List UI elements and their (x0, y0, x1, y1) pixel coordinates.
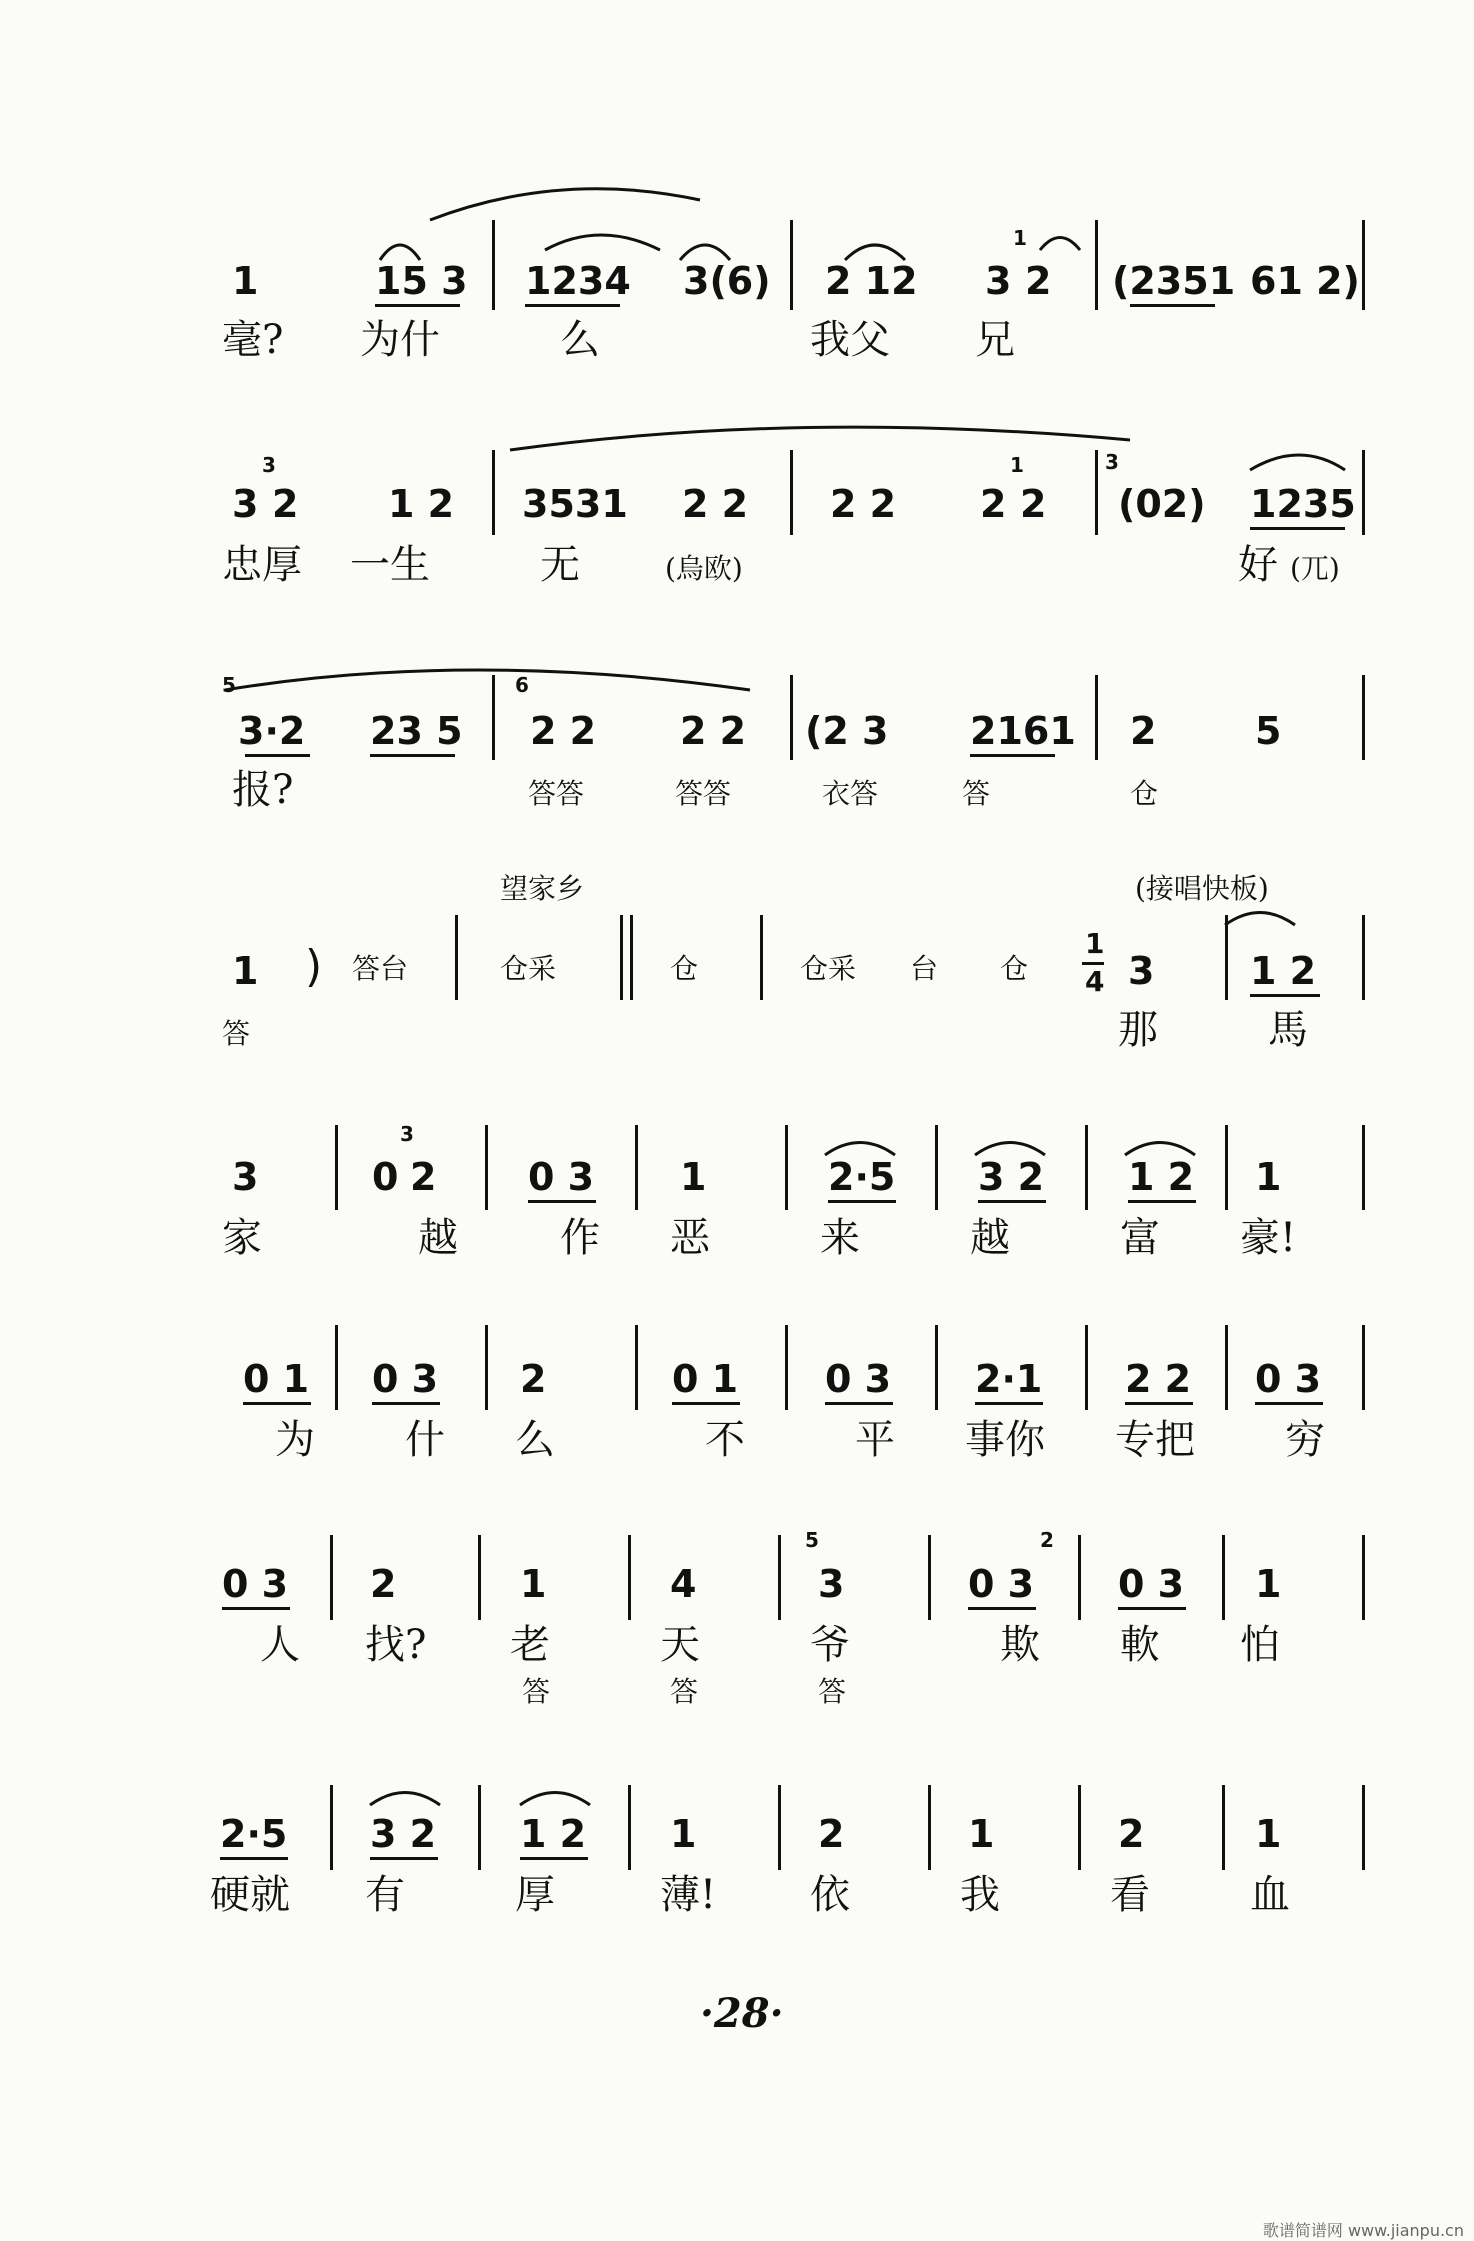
underline (220, 1857, 288, 1860)
note: 1 2 (388, 482, 455, 526)
barline (1095, 220, 1098, 310)
note: 0 1 (243, 1357, 310, 1401)
note-fermata: 1 (232, 949, 259, 993)
percussion: 仓 (670, 952, 699, 985)
barline (1095, 450, 1098, 535)
lyric: 看 (1110, 1872, 1150, 1918)
note: 2 (1118, 1812, 1145, 1856)
slur (430, 189, 700, 220)
underline (828, 1200, 896, 1203)
note: 3 (1128, 949, 1155, 993)
note: 2 2 (530, 709, 597, 753)
note: 1 (680, 1155, 707, 1199)
note: 0 (372, 1155, 399, 1199)
slur (510, 427, 1130, 450)
time-signature-top: 1 (1085, 927, 1105, 960)
paren-close: ) (305, 941, 323, 992)
slur (370, 1793, 440, 1806)
note: 1 (1255, 1155, 1282, 1199)
note: 3 2 (370, 1812, 437, 1856)
note: 1 (968, 1812, 995, 1856)
underline (1118, 1607, 1186, 1610)
slur (825, 1143, 895, 1156)
barline (778, 1535, 781, 1620)
underline (1250, 994, 1320, 997)
slur (545, 235, 660, 250)
lyric: 无 (540, 542, 580, 588)
note: 2 (1025, 259, 1052, 303)
underline (375, 304, 460, 307)
underline (222, 1607, 290, 1610)
note: 3·2 (238, 709, 306, 753)
underline (243, 1402, 311, 1405)
lyric: 血 (1250, 1872, 1290, 1918)
repeat-start (630, 915, 633, 1000)
barline (1362, 220, 1365, 310)
barline (928, 1535, 931, 1620)
note: 0 3 (968, 1562, 1035, 1606)
note: 3 (232, 482, 259, 526)
percussion: 仓 (1000, 952, 1029, 985)
underline (970, 754, 1055, 757)
note: 15 3 (375, 259, 468, 303)
lyric: 么 (560, 317, 600, 363)
note: 2 (272, 482, 299, 526)
lyric: 来 (820, 1215, 860, 1261)
time-signature-bottom: 4 (1085, 965, 1105, 998)
note: 3 (985, 259, 1012, 303)
lyric: 不 (705, 1417, 745, 1463)
barline (335, 1125, 338, 1210)
lyric: 爷 (810, 1622, 850, 1668)
note: 5 (1255, 709, 1282, 753)
grace-note: 3 (400, 1122, 414, 1146)
underline (978, 1200, 1046, 1203)
underline (525, 304, 620, 307)
note: 2 2 (830, 482, 897, 526)
lyric: 穷 (1285, 1417, 1325, 1463)
grace-note: 5 (222, 673, 236, 697)
lyric: 为 (275, 1417, 315, 1463)
slur (680, 245, 730, 260)
repeat-end (620, 915, 623, 1000)
lyric-percussion: 答 (962, 777, 991, 810)
barline (1225, 915, 1228, 1000)
note: (02) (1118, 482, 1206, 526)
lyric: 那 (1118, 1007, 1158, 1053)
lyric: 什 (405, 1417, 445, 1463)
lyric: 豪! (1240, 1215, 1297, 1261)
page-number: ·28· (700, 1990, 784, 2037)
section-label: (接唱快板) (1135, 872, 1269, 905)
barline (790, 450, 793, 535)
percussion: 台 (910, 952, 939, 985)
lyric: 兄 (975, 317, 1015, 363)
note: 1 (232, 259, 259, 303)
underline (370, 754, 455, 757)
note: 2·5 (828, 1155, 896, 1199)
lyric: 厚 (515, 1872, 555, 1918)
lyric-percussion: 答 (670, 1675, 699, 1708)
lyric: 找? (365, 1622, 427, 1668)
underline (1130, 304, 1215, 307)
note: 3531 (522, 482, 628, 526)
lyric: 毫? (222, 317, 284, 363)
barline (1362, 1125, 1365, 1210)
lyric-percussion: 衣答 (822, 777, 879, 810)
lyric-percussion: 答 (522, 1675, 551, 1708)
note: 2161 (970, 709, 1076, 753)
lyric: 有 (365, 1872, 405, 1918)
note: 3 (232, 1155, 259, 1199)
barline (492, 675, 495, 760)
note: 61 2) (1250, 259, 1360, 303)
note: 4 (670, 1562, 697, 1606)
barline (330, 1785, 333, 1870)
barline (1362, 450, 1365, 535)
lyric: 事你 (965, 1417, 1045, 1463)
percussion: 答台 (352, 952, 409, 985)
lyric: 怕 (1240, 1622, 1280, 1668)
barline (335, 1325, 338, 1410)
note: 2 2 (680, 709, 747, 753)
note: 1 2 (1128, 1155, 1195, 1199)
barline (635, 1125, 638, 1210)
underline (825, 1402, 893, 1405)
note: 2 (1020, 482, 1047, 526)
underline (975, 1402, 1043, 1405)
slur (1040, 238, 1080, 251)
note: 0 3 (372, 1357, 439, 1401)
repeat-end (760, 915, 763, 1000)
lyric-vocable: (兀) (1290, 552, 1340, 585)
note: 1 (1255, 1562, 1282, 1606)
barline (635, 1325, 638, 1410)
underline (372, 1402, 440, 1405)
note: 2 (980, 482, 1007, 526)
underline (520, 1857, 588, 1860)
barline (485, 1325, 488, 1410)
note: (2 3 (805, 709, 889, 753)
underline (1250, 527, 1345, 530)
underline (1255, 1402, 1323, 1405)
note: 2 (1130, 709, 1157, 753)
section-label: 望家乡 (500, 872, 585, 905)
percussion: 仓采 (800, 952, 857, 985)
underline (528, 1200, 596, 1203)
barline (778, 1785, 781, 1870)
lyric: 么 (515, 1417, 555, 1463)
barline (330, 1535, 333, 1620)
barline (785, 1325, 788, 1410)
slur (1125, 1143, 1195, 1156)
lyric: 平 (855, 1417, 895, 1463)
lyric: 恶 (670, 1215, 710, 1261)
barline (478, 1785, 481, 1870)
note: 3 (818, 1562, 845, 1606)
lyric-percussion: 答 (818, 1675, 847, 1708)
note: 1234 (525, 259, 631, 303)
barline (1225, 1125, 1228, 1210)
underline (968, 1607, 1036, 1610)
underline (1128, 1200, 1196, 1203)
note: 2 (520, 1357, 547, 1401)
lyric: 作 (560, 1215, 600, 1261)
barline (1362, 915, 1365, 1000)
note: 2 (370, 1562, 397, 1606)
lyric-percussion: 答答 (528, 777, 585, 810)
note: 1235 (1250, 482, 1356, 526)
barline (492, 450, 495, 535)
lyric-percussion: 答 (222, 1017, 251, 1050)
lyric: 軟 (1120, 1622, 1160, 1668)
note: 2 (410, 1155, 437, 1199)
slur (1225, 913, 1295, 926)
lyric: 专把 (1115, 1417, 1195, 1463)
barline (935, 1325, 938, 1410)
lyric: 一生 (350, 542, 430, 588)
percussion: 仓采 (500, 952, 557, 985)
barline (1085, 1325, 1088, 1410)
note: 0 3 (222, 1562, 289, 1606)
note: 2 2 (682, 482, 749, 526)
lyric: 越 (970, 1215, 1010, 1261)
note: 0 3 (528, 1155, 595, 1199)
barline (628, 1535, 631, 1620)
note: 3 2 (978, 1155, 1045, 1199)
barline (1095, 675, 1098, 760)
barline (478, 1535, 481, 1620)
note: 2 (818, 1812, 845, 1856)
lyric-percussion: 仓 (1130, 777, 1159, 810)
slur (520, 1793, 590, 1806)
lyric: 欺 (1000, 1622, 1040, 1668)
lyric: 薄! (660, 1872, 717, 1918)
watermark: 歌谱简谱网 www.jianpu.cn (1262, 2221, 1464, 2240)
lyric-vocable: (烏欧) (665, 552, 743, 585)
lyric: 老 (510, 1622, 550, 1668)
note: 23 5 (370, 709, 463, 753)
note: 1 2 (1250, 949, 1317, 993)
lyric: 依 (810, 1872, 850, 1918)
barline (790, 675, 793, 760)
barline (628, 1785, 631, 1870)
underline (1125, 1402, 1193, 1405)
note: 0 1 (672, 1357, 739, 1401)
lyric: 越 (418, 1215, 458, 1261)
grace-note: 1 (1010, 453, 1024, 477)
grace-note: 6 (515, 673, 529, 697)
lyric: 忠厚 (222, 542, 302, 588)
grace-note: 3 (1105, 450, 1119, 474)
grace-note: 5 (805, 1528, 819, 1552)
lyric: 报? (232, 767, 294, 813)
barline (790, 220, 793, 310)
lyric: 馬 (1268, 1007, 1308, 1053)
slur (225, 670, 750, 690)
note: 0 3 (1118, 1562, 1185, 1606)
note: 2 2 (1125, 1357, 1192, 1401)
barline (1222, 1535, 1225, 1620)
lyric: 好 (1238, 542, 1278, 588)
repeat-start (455, 915, 458, 1000)
note: 1 (670, 1812, 697, 1856)
lyric: 富 (1120, 1215, 1160, 1261)
barline (1222, 1785, 1225, 1870)
slur (1250, 455, 1345, 470)
note: 0 3 (825, 1357, 892, 1401)
lyric: 天 (660, 1622, 700, 1668)
barline (785, 1125, 788, 1210)
note: 2·1 (975, 1357, 1043, 1401)
lyric: 硬就 (210, 1872, 290, 1918)
lyric: 为什 (360, 317, 440, 363)
note: 0 3 (1255, 1357, 1322, 1401)
grace-note: 2 (1040, 1528, 1054, 1552)
barline (1362, 675, 1365, 760)
underline (245, 754, 310, 757)
barline (492, 220, 495, 310)
underline (370, 1857, 438, 1860)
note: 1 (1255, 1812, 1282, 1856)
barline (1225, 1325, 1228, 1410)
note: 2 12 (825, 259, 918, 303)
barline (1085, 1125, 1088, 1210)
note: 3(6) (683, 259, 771, 303)
lyric-percussion: 答答 (675, 777, 732, 810)
underline (672, 1402, 740, 1405)
grace-note: 3 (262, 453, 276, 477)
barline (485, 1125, 488, 1210)
slur (380, 245, 420, 260)
lyric: 家 (222, 1215, 262, 1261)
barline (1362, 1325, 1365, 1410)
barline (1362, 1785, 1365, 1870)
barline (1078, 1535, 1081, 1620)
barline (935, 1125, 938, 1210)
grace-note: 1 (1013, 226, 1027, 250)
slur (975, 1143, 1045, 1156)
note: 1 (520, 1562, 547, 1606)
lyric: 人 (260, 1622, 300, 1668)
barline (928, 1785, 931, 1870)
lyric: 我 (960, 1872, 1000, 1918)
note: 1 2 (520, 1812, 587, 1856)
lyric: 我父 (810, 317, 890, 363)
barline (1362, 1535, 1365, 1620)
slur (845, 245, 905, 260)
note: 2·5 (220, 1812, 288, 1856)
barline (1078, 1785, 1081, 1870)
note: (2351 (1112, 259, 1236, 303)
